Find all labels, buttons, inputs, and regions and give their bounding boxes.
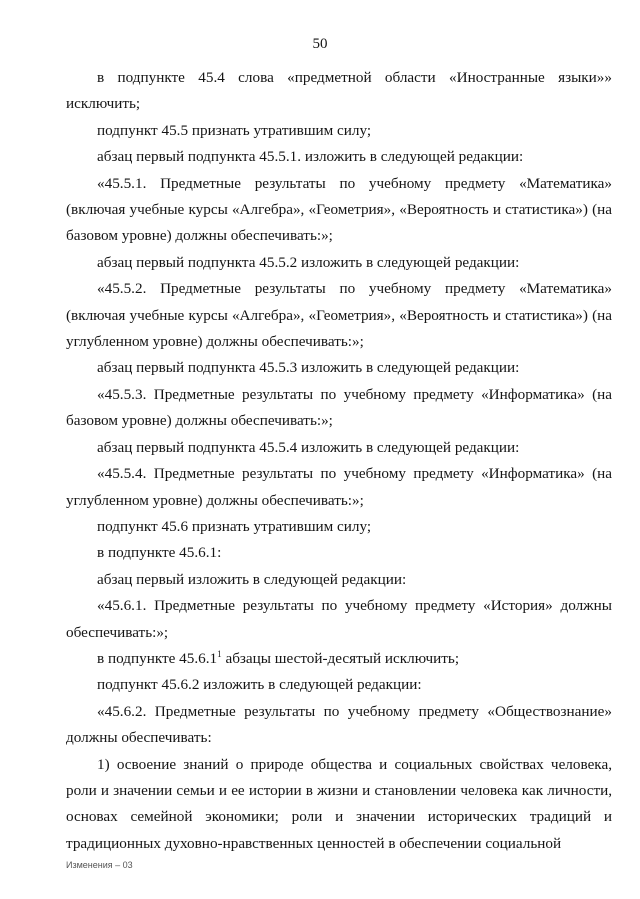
document-body: [66, 65, 612, 857]
page-number: 50: [312, 36, 328, 52]
paragraph: абзац первый подпункта 45.5.4 изложить в следующей редакции:: [97, 438, 520, 456]
paragraph: «45.6.1. Предметные результаты по учебному предмету «История» должны обеспечивать:»;: [66, 597, 612, 641]
paragraph: «45.5.2. Предметные результаты по учебному предмету «Математика» (включая учебные курсы «Алгебра», «Геометрия», «Вероятность и статистика») (на углубленном уровне) должны обеспечивать:»;: [66, 280, 612, 351]
paragraph: абзац первый подпункта 45.5.3 изложить в следующей редакции:: [97, 359, 520, 377]
paragraph: абзац первый изложить в следующей редакции:: [97, 570, 407, 588]
paragraph: «45.6.2. Предметные результаты по учебному предмету «Обществознание» должны обеспечивать:: [66, 702, 612, 747]
paragraph: «45.5.3. Предметные результаты по учебному предмету «Информатика» (на базовом уровне) должны обеспечивать:»;: [66, 385, 612, 430]
paragraph: в подпункте 45.6.1:: [97, 544, 222, 562]
footer-revision: Изменения – 03: [66, 860, 133, 870]
paragraph: «45.5.1. Предметные результаты по учебному предмету «Математика» (включая учебные курсы «Алгебра», «Геометрия», «Вероятность и статистика») (на базовом уровне) должны обеспечивать:»;: [66, 174, 612, 245]
paragraph-text-before: в подпункте 45.6.1: [97, 649, 218, 667]
paragraph: подпункт 45.6.2 изложить в следующей редакции:: [97, 676, 422, 694]
paragraph: подпункт 45.5 признать утратившим силу;: [97, 121, 372, 139]
paragraph: подпункт 45.6 признать утратившим силу;: [97, 517, 372, 535]
paragraph: 1) освоение знаний о природе общества и социальных свойствах человека, роли и значении семьи и ее истории в жизни и становлении человека как личности, основах семейной экономики; роли и значении исторических традиций и традиционных духовно-нравственных ценностей в обеспечении социальной: [66, 755, 612, 852]
paragraph-with-superscript: [66, 646, 612, 672]
superscript: 1: [217, 648, 222, 659]
paragraph: в подпункте 45.4 слова «предметной области «Иностранные языки»» исключить;: [66, 69, 612, 113]
paragraph-text-after: абзацы шестой-десятый исключить;: [221, 649, 460, 667]
paragraph: абзац первый подпункта 45.5.1. изложить в следующей редакции:: [97, 148, 524, 166]
paragraph: абзац первый подпункта 45.5.2 изложить в следующей редакции:: [97, 253, 520, 271]
paragraph: «45.5.4. Предметные результаты по учебному предмету «Информатика» (на углубленном уровне) должны обеспечивать:»;: [66, 465, 612, 509]
